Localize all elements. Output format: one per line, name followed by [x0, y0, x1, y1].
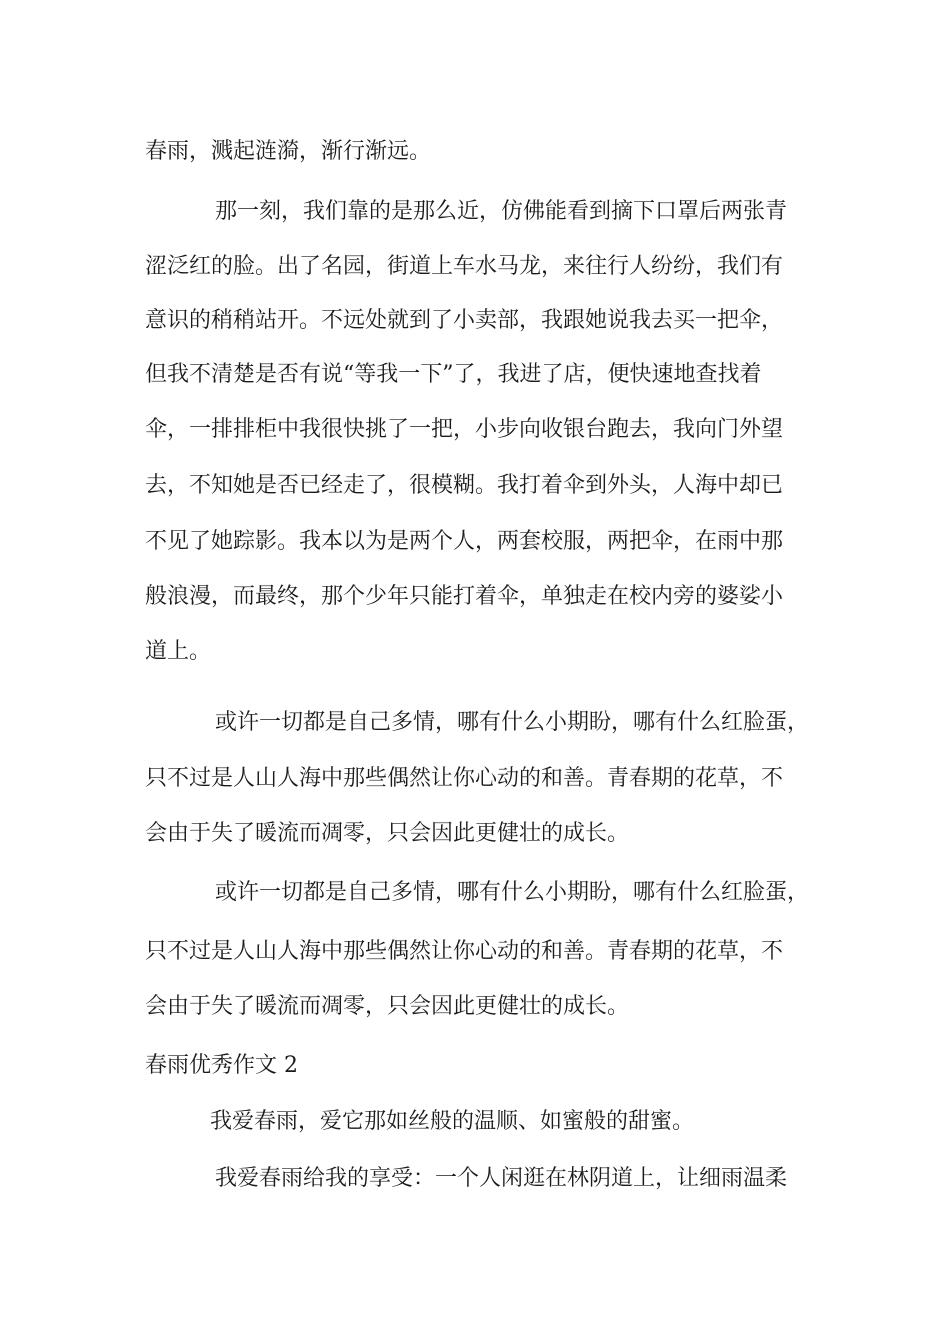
paragraph-line: 我爱春雨，爱它那如丝般的温顺、如蜜般的甜蜜。	[210, 1109, 695, 1134]
paragraph-line: 但我不清楚是否有说“等我一下”了，我进了店，便快速地查找着	[145, 362, 762, 387]
paragraph-line: 我爱春雨给我的享受：一个人闲逛在林阴道上，让细雨温柔	[215, 1166, 788, 1191]
paragraph-line: 春雨，溅起涟漪，渐行渐远。	[145, 139, 432, 164]
paragraph-line: 或许一切都是自己多情，哪有什么小期盼，哪有什么红脸蛋，	[215, 710, 810, 735]
paragraph-line: 不见了她踪影。我本以为是两个人，两套校服，两把伞，在雨中那	[145, 529, 784, 554]
section-heading: 春雨优秀作文 2	[145, 1053, 298, 1078]
paragraph-line: 会由于失了暖流而凋零，只会因此更健壮的成长。	[145, 821, 630, 846]
paragraph-line: 般浪漫，而最终，那个少年只能打着伞，单独走在校内旁的婆娑小	[145, 584, 784, 609]
paragraph-line: 涩泛红的脸。出了名园，街道上车水马龙，来往行人纷纷，我们有	[145, 254, 784, 279]
paragraph-line: 那一刻，我们靠的是那么近，仿佛能看到摘下口罩后两张青	[215, 199, 788, 224]
paragraph-line: 会由于失了暖流而凋零，只会因此更健壮的成长。	[145, 994, 630, 1019]
paragraph-line: 意识的稍稍站开。不远处就到了小卖部，我跟她说我去买一把伞，	[145, 308, 784, 333]
paragraph-line: 只不过是人山人海中那些偶然让你心动的和善。青春期的花草，不	[145, 766, 784, 791]
paragraph-line: 去，不知她是否已经走了，很模糊。我打着伞到外头，人海中却已	[145, 473, 784, 498]
paragraph-line: 伞，一排排柜中我很快挑了一把，小步向收银台跑去，我向门外望	[145, 417, 784, 442]
paragraph-line: 只不过是人山人海中那些偶然让你心动的和善。青春期的花草，不	[145, 939, 784, 964]
paragraph-line: 或许一切都是自己多情，哪有什么小期盼，哪有什么红脸蛋，	[215, 880, 810, 905]
paragraph-line: 道上。	[145, 639, 212, 664]
